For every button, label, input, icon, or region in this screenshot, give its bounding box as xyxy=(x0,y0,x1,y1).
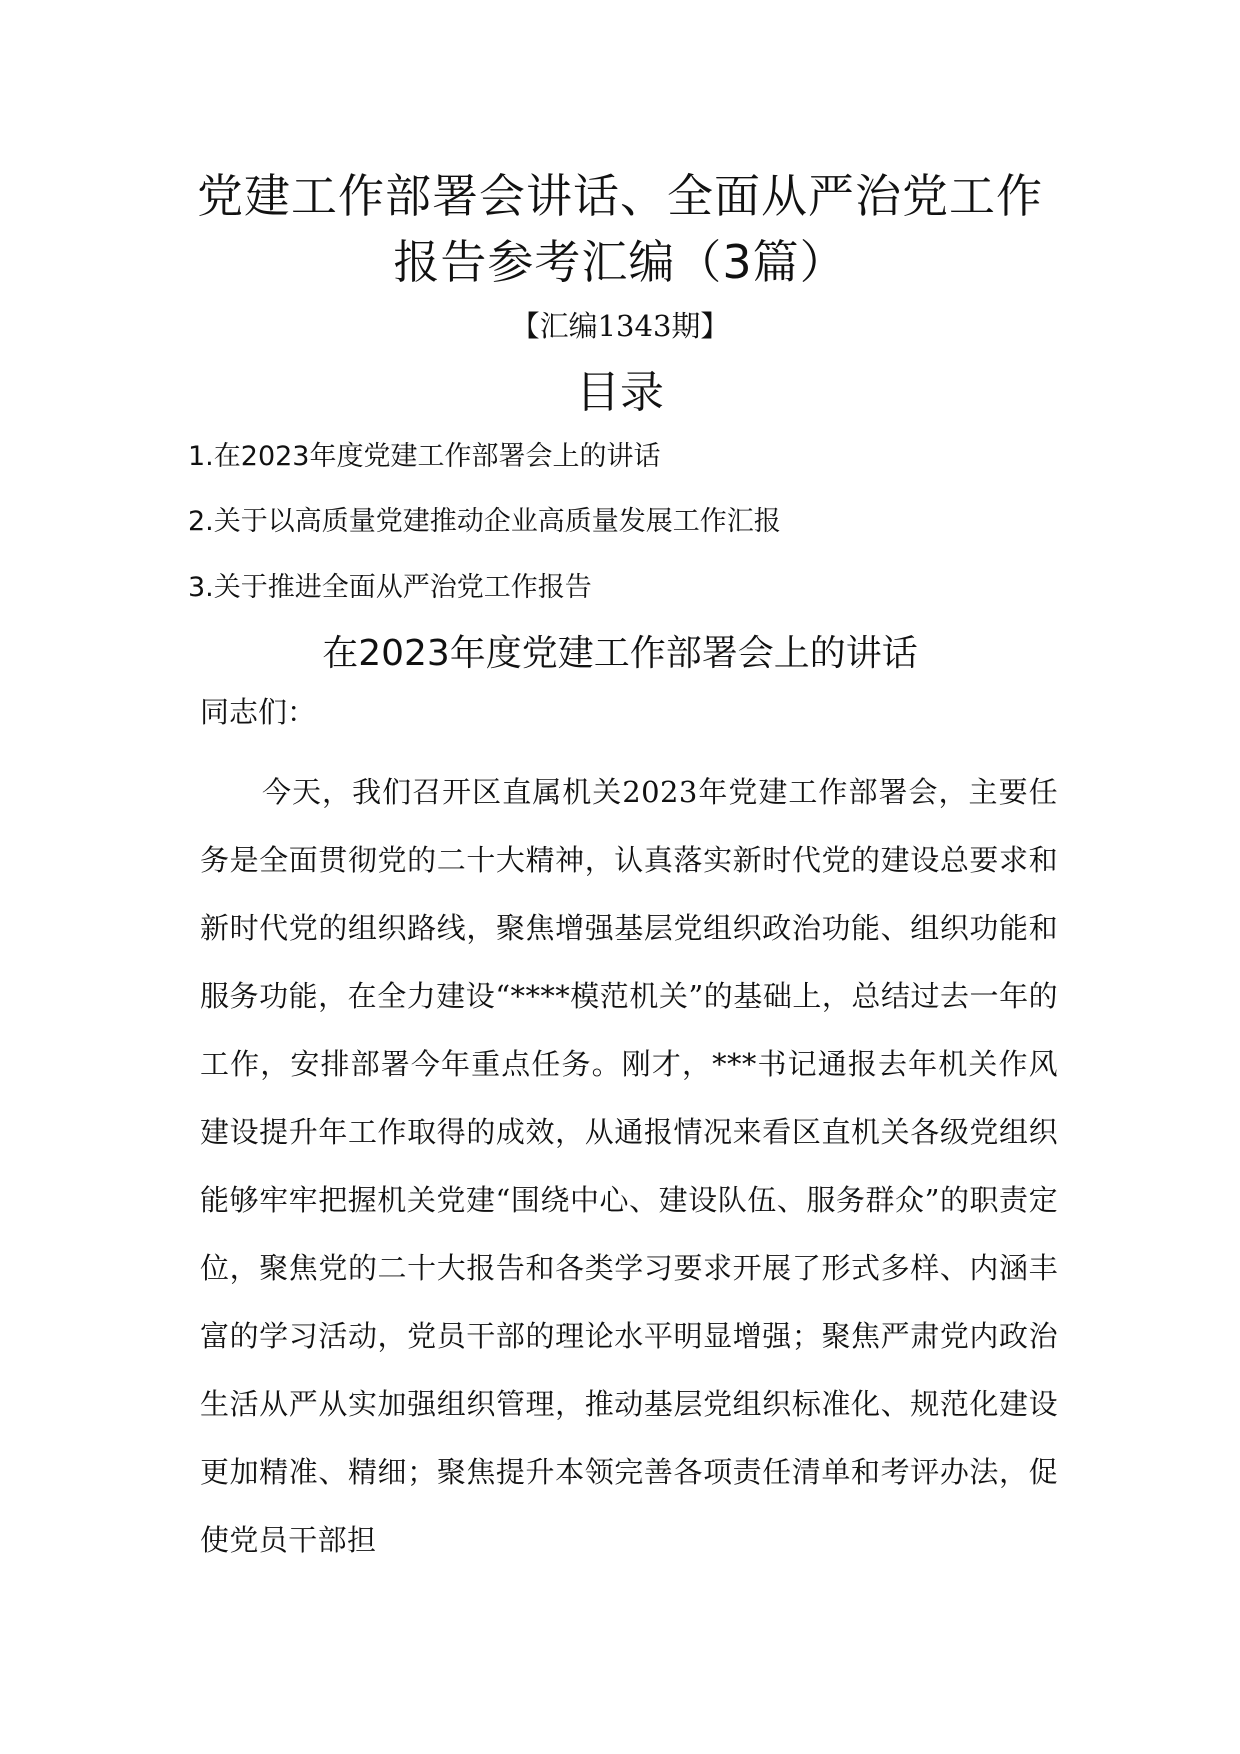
document-title-line-1: 党建工作部署会讲话、全面从严治党工作 xyxy=(197,169,1043,223)
body-paragraph: 今天，我们召开区直属机关2023年党建工作部署会，主要任务是全面贯彻党的二十大精神，认真落实新时代党的建设总要求和新时代党的组织路线，聚焦增强基层党组织政治功能、组织功能和服务功能，在全力建设“****模范机关”的基础上，总结过去一年的工作，安排部署今年重点任务。刚才，***书记通报去年机关作风建设提升年工作取得的成效，从通报情况来看区直机关各级党组织能够牢牢把握机关党建“围绕中心、建设队伍、服务群众”的职责定位，聚焦党的二十大报告和各类学习要求开展了形式多样、内涵丰富的学习活动，党员干部的理论水平明显增强；聚焦严肃党内政治生活从严从实加强组织管理，推动基层党组织标准化、规范化建设更加精准、精细；聚焦提升本领完善各项责任清单和考评办法，促使党员干部担 xyxy=(200,775,1058,1557)
salutation: 同志们： xyxy=(200,695,317,729)
toc-item-3: 3.关于推进全面从严治党工作报告 xyxy=(188,572,592,603)
toc-heading: 目录 xyxy=(576,367,664,418)
issue-label: 【汇编1343期】 xyxy=(510,309,730,343)
toc-item-2: 2.关于以高质量党建推动企业高质量发展工作汇报 xyxy=(188,506,781,537)
toc-item-1: 1.在2023年度党建工作部署会上的讲话 xyxy=(188,441,661,472)
document-title-line-2: 报告参考汇编（3篇） xyxy=(393,235,847,289)
section-heading: 在2023年度党建工作部署会上的讲话 xyxy=(322,633,918,674)
